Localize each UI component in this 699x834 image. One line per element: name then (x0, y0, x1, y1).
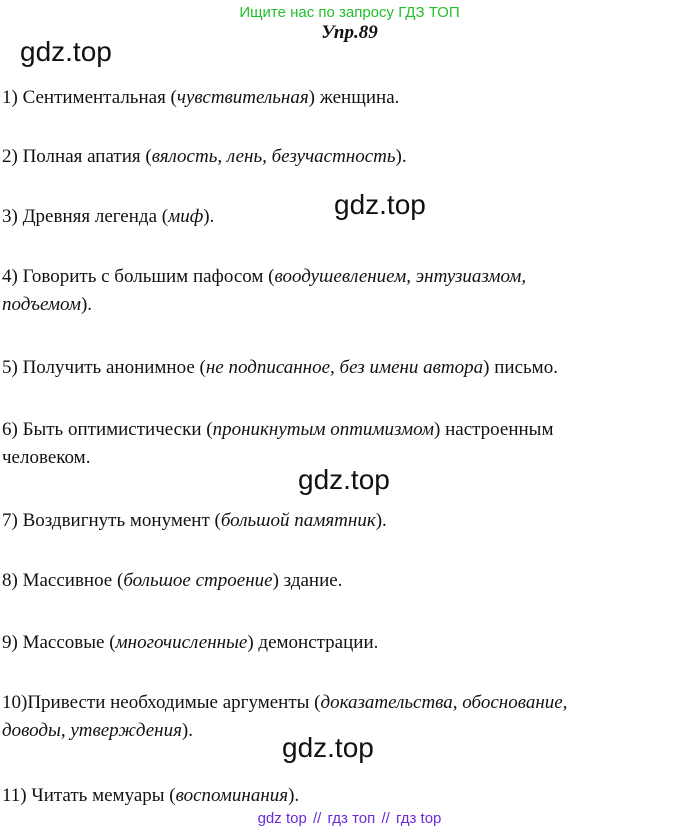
exercise-title: Упр.89 (321, 22, 378, 43)
footer-link[interactable]: гдз top (395, 810, 442, 827)
item-number: 11) (2, 785, 27, 806)
item-number: 6) (2, 419, 18, 440)
item-number: 4) (2, 266, 18, 287)
list-item: 1) Сентиментальная (чувствительная) женщина. (2, 87, 400, 108)
watermark: gdz.top (298, 464, 390, 495)
item-number: 8) (2, 570, 18, 591)
list-item: 5) Получить анонимное (не подписанное, без имени автора) письмо. (2, 357, 558, 378)
footer-separator: // (381, 810, 390, 827)
item-number: 3) (2, 206, 18, 227)
list-item: 7) Воздвигнуть монумент (большой памятник). (2, 510, 387, 531)
list-item: 2) Полная апатия (вялость, лень, безучастность). (2, 146, 407, 167)
list-item: 11) Читать мемуары (воспоминания). (2, 785, 300, 806)
item-number: 1) (2, 87, 18, 108)
watermark: gdz.top (282, 732, 374, 763)
footer-separator: // (312, 810, 322, 827)
list-item: 3) Древняя легенда (миф). (2, 206, 215, 227)
footer-links (0, 810, 699, 827)
list-item: 4) Говорить с большим пафосом (воодушевлением, энтузиазмом, подъемом). (2, 266, 527, 315)
item-number: 5) (2, 357, 18, 378)
list-item: 10)Привести необходимые аргументы (доказательства, обоснование, доводы, утверждения). (2, 692, 568, 741)
item-number: 2) (2, 146, 18, 167)
item-number: 9) (2, 632, 18, 653)
list-item: 8) Массивное (большое строение) здание. (2, 570, 343, 591)
search-hint-link[interactable]: Ищите нас по запросу ГДЗ ТОП (239, 4, 460, 21)
footer-link[interactable]: gdz top (257, 810, 307, 827)
watermark: gdz.top (20, 36, 112, 67)
list-item: 6) Быть оптимистически (проникнутым оптимизмом) настроенным человеком. (2, 419, 554, 468)
footer-link[interactable]: гдз топ (327, 810, 376, 827)
list-item: 9) Массовые (многочисленные) демонстрации. (2, 632, 379, 653)
item-number: 10) (2, 692, 28, 713)
watermark: gdz.top (334, 189, 426, 220)
item-number: 7) (2, 510, 18, 531)
